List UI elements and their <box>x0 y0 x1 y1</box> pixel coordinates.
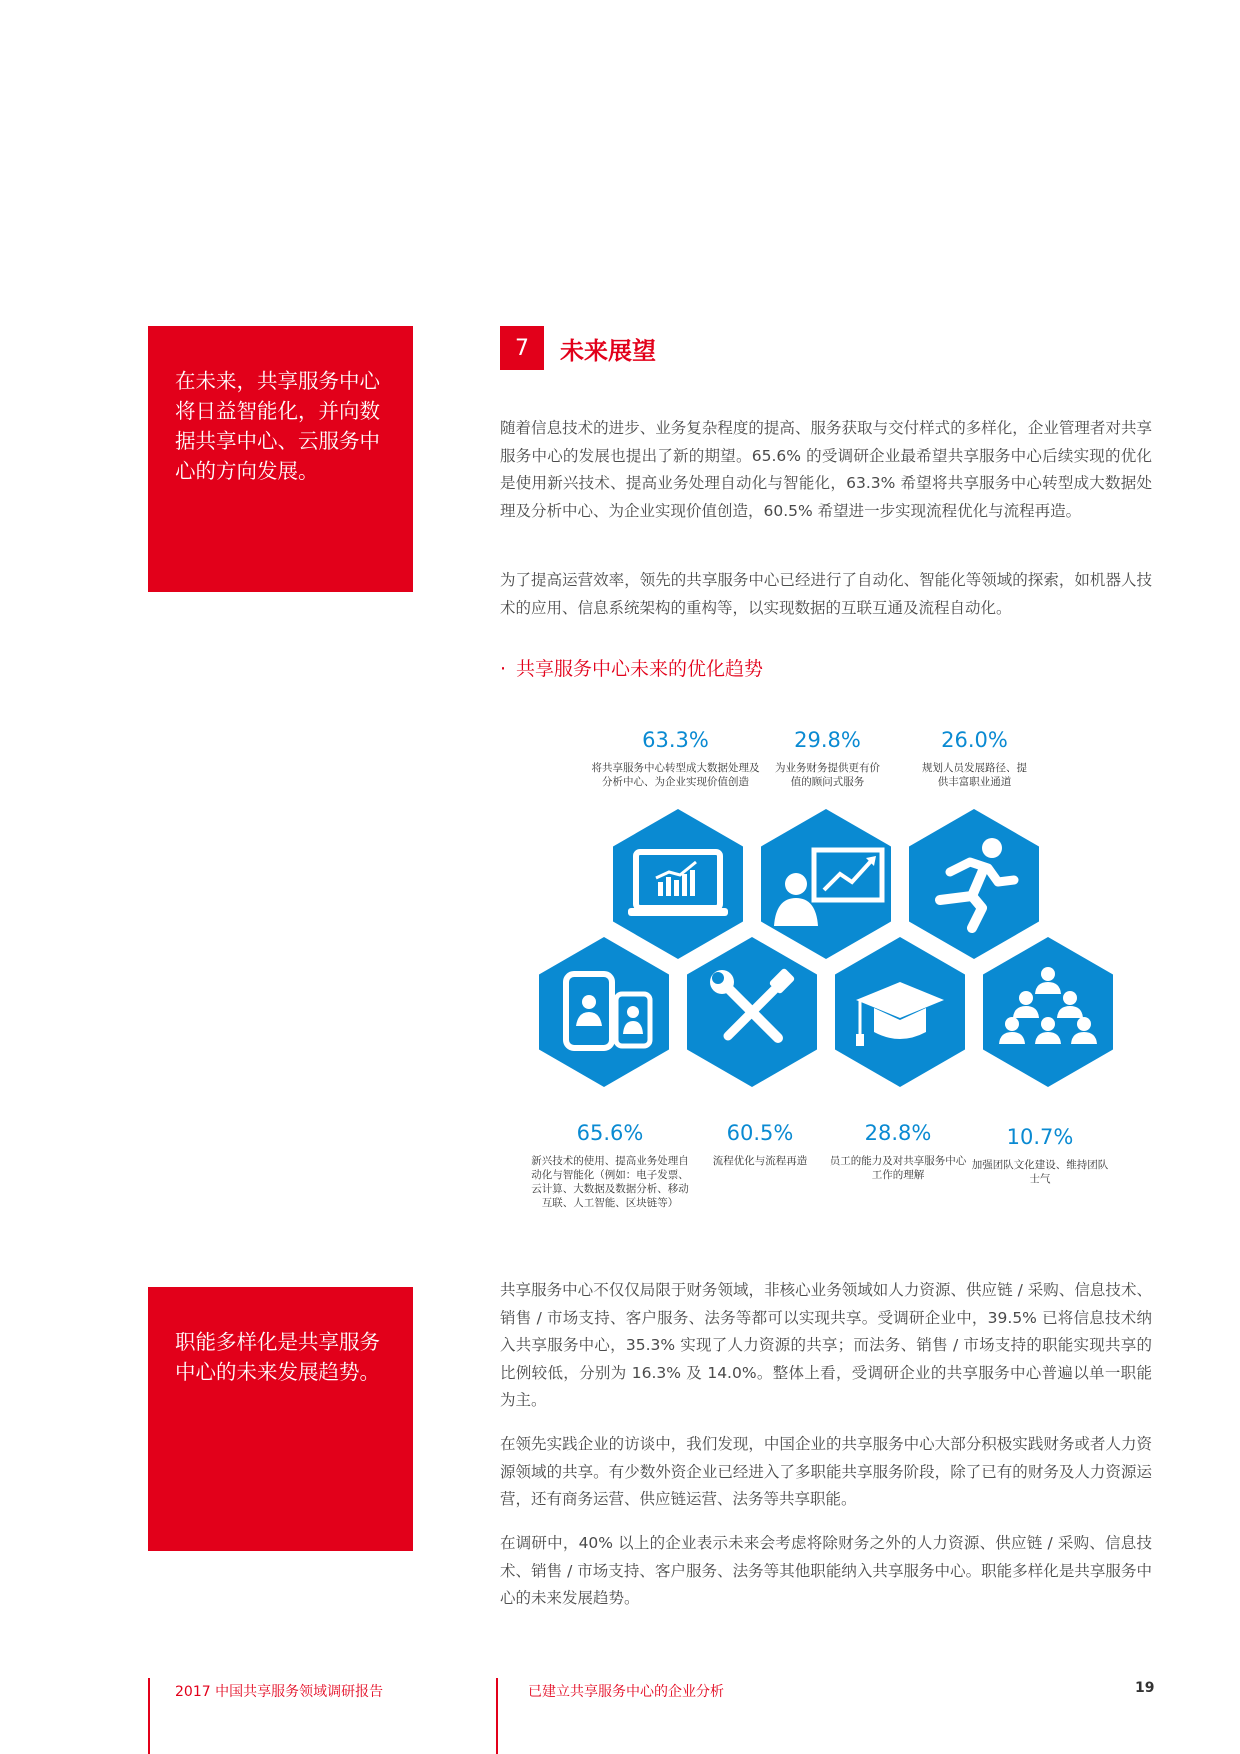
stat-percent: 65.6% <box>576 1121 644 1145</box>
stat-description: 员工的能力及对共享服务中心工作的理解 <box>829 1155 967 1181</box>
hex-tile-advisory <box>761 809 891 959</box>
chart-heading-bullet: · <box>500 658 507 680</box>
hex-tile <box>761 809 891 959</box>
section-title: 未来展望 <box>560 336 656 365</box>
stat-description: 流程优化与流程再造 <box>712 1155 808 1167</box>
footer-chapter-title: 已建立共享服务中心的企业分析 <box>528 1684 724 1700</box>
stat-percent: 29.8% <box>794 728 861 752</box>
callout-text: 职能多样化是共享服务中心的未来发展趋势。 <box>175 1330 380 1384</box>
stat-item <box>917 727 1032 789</box>
stat-item <box>770 727 885 789</box>
stat-description: 规划人员发展路径、提供丰富职业通道 <box>922 762 1027 788</box>
footer-divider <box>148 1678 150 1754</box>
stat-description: 为业务财务提供更有价值的顾问式服务 <box>775 762 880 788</box>
stat-description: 加强团队文化建设、维持团队士气 <box>971 1159 1109 1185</box>
interview-paragraph: 在领先实践企业的访谈中，我们发现，中国企业的共享服务中心大部分积极实践财务或者人力资源领域的共享。有少数外资企业已经进入了多职能共享服务阶段，除了已有的财务及人力资源运营，还有商务运营、供应链运营、法务等共享职能。 <box>500 1435 1152 1508</box>
stat-item <box>700 1120 820 1168</box>
callout-box <box>148 1287 413 1551</box>
hex-tile <box>835 937 965 1087</box>
intro-paragraph: 随着信息技术的进步、业务复杂程度的提高、服务获取与交付样式的多样化，企业管理者对共享服务中心的发展也提出了新的期望。65.6% 的受调研企业最希望共享服务中心后续实现的优化是使用新兴技术、提高业务处理自动化与智能化，63.3% 希望将共享服务中心转型成大数据处理及分析中心、为企业实现价值创造，60.5% 希望进一步实现流程优化与流程再造。 <box>500 419 1152 520</box>
hex-tile <box>613 809 743 959</box>
hex-tile <box>687 937 817 1087</box>
hex-tile-team <box>983 937 1113 1087</box>
stat-item <box>828 1120 968 1182</box>
stat-percent: 26.0% <box>941 728 1008 752</box>
stat-percent: 28.8% <box>864 1121 932 1145</box>
section-number: 7 <box>500 326 544 370</box>
callout-text: 在未来，共享服务中心将日益智能化，并向数据共享中心、云服务中心的方向发展。 <box>175 369 380 483</box>
hex-tile <box>909 809 1039 959</box>
page-number: 19 <box>1135 1680 1155 1696</box>
chart-heading-text: 共享服务中心未来的优化趋势 <box>516 658 764 680</box>
hex-tile <box>983 937 1113 1087</box>
stat-item <box>970 1124 1110 1186</box>
stat-item <box>588 727 763 789</box>
footer-divider <box>496 1678 498 1754</box>
diversification-paragraph: 共享服务中心不仅仅局限于财务领域，非核心业务领域如人力资源、供应链 / 采购、信息技术、销售 / 市场支持、客户服务、法务等都可以实现共享。受调研企业中，39.5% 已将信息技术纳入共享服务中心，35.3% 实现了人力资源的共享；而法务、销售 / 市场支持的职能实现共享的比例较低，分别为 16.3% 及 14.0%。整体上看，受调研企业的共享服务中心普遍以单一职能为主。 <box>500 1281 1152 1409</box>
stat-description: 将共享服务中心转型成大数据处理及分析中心、为企业实现价值创造 <box>591 762 760 788</box>
survey-paragraph: 在调研中，40% 以上的企业表示未来会考虑将除财务之外的人力资源、供应链 / 采购、信息技术、销售 / 市场支持、客户服务、法务等其他职能纳入共享服务中心。职能多样化是共享服务中心的未来发展趋势。 <box>500 1534 1152 1607</box>
stat-description: 新兴技术的使用、提高业务处理自动化与智能化（例如：电子发票、云计算、大数据及数据分析、移动互联、人工智能、区块链等） <box>531 1155 689 1209</box>
stat-percent: 10.7% <box>1006 1125 1074 1149</box>
hex-tile <box>539 937 669 1087</box>
stat-item <box>530 1120 690 1210</box>
efficiency-paragraph: 为了提高运营效率，领先的共享服务中心已经进行了自动化、智能化等领域的探索，如机器人技术的应用、信息系统架构的重构等，以实现数据的互联互通及流程自动化。 <box>500 571 1152 617</box>
stat-percent: 63.3% <box>642 728 709 752</box>
footer-report-title: 2017 中国共享服务领域调研报告 <box>175 1684 384 1700</box>
stat-percent: 60.5% <box>726 1121 794 1145</box>
